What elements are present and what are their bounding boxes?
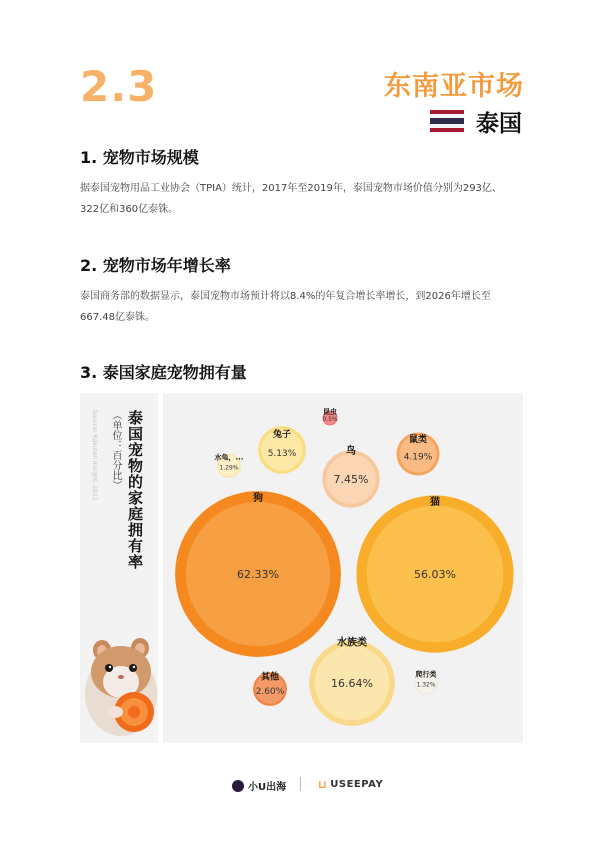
- footer-brand-useepay: [318, 778, 383, 791]
- bubble-value-6: 2.60%: [255, 687, 285, 698]
- bubble-value-9: 0.5%: [322, 415, 338, 423]
- region-title: 东南亚市场: [384, 71, 524, 102]
- bubble-name-5: 鼠类: [408, 435, 428, 446]
- bubble-value-3: 7.45%: [333, 472, 369, 486]
- bubble-3: [322, 444, 379, 508]
- bubble-name-7: 爬行类: [415, 670, 437, 679]
- bubble-1: [356, 495, 513, 653]
- bubble-value-8: 1.29%: [219, 464, 239, 472]
- footer-brand-useepay-label: USEEPAY: [330, 779, 384, 790]
- bubble-name-9: 昆虫: [323, 407, 337, 416]
- bubble-name-0: 狗: [253, 493, 263, 505]
- bubble-name-8: 水龟，...: [214, 453, 244, 462]
- footer-brand-xiaou: [232, 778, 286, 793]
- paragraph-market-size: 据泰国宠物用品工业协会（TPIA）统计，2017年至2019年，泰国宠物市场价值分别为293亿、322亿和360亿泰铢。: [80, 183, 502, 215]
- bubble-4: [258, 426, 306, 474]
- section-number: 2.3: [80, 62, 158, 111]
- bubble-0: [175, 491, 341, 657]
- bubble-2: [309, 635, 395, 726]
- bubble-5: [397, 433, 440, 476]
- paragraph-growth-rate: 泰国商务部的数据显示，泰国宠物市场预计将以8.4%的年复合增长率增长，到2026年增长至667.48亿泰铢。: [80, 291, 491, 323]
- bubble-value-4: 5.13%: [267, 449, 297, 460]
- bubble-value-5: 4.19%: [403, 452, 433, 463]
- chart-source: Source: Rakuten Insight, 2022: [91, 410, 98, 501]
- footer-brand-xiaou-label: 小U出海: [248, 782, 287, 793]
- footer-divider: [300, 777, 301, 791]
- bubble-name-6: 其他: [260, 672, 280, 683]
- bubble-name-1: 猫: [430, 496, 440, 508]
- bubble-name-3: 鸟: [346, 445, 356, 457]
- bubble-8: [214, 452, 244, 477]
- bubble-value-0: 62.33%: [237, 567, 279, 581]
- bubble-name-4: 兔子: [272, 429, 292, 440]
- useepay-logo-icon: ⊔: [318, 778, 328, 791]
- bubble-7: [414, 669, 438, 695]
- heading-growth-rate: 2. 宠物市场年增长率: [80, 256, 231, 275]
- bubble-value-7: 1.32%: [416, 681, 436, 689]
- heading-market-size: 1. 宠物市场规模: [80, 148, 199, 167]
- bubble-9: [322, 407, 338, 426]
- chart-title: 泰国宠物的家庭拥有率: [126, 410, 144, 570]
- xiaou-logo-icon: [232, 780, 244, 792]
- heading-pet-ownership: 3. 泰国家庭宠物拥有量: [80, 363, 247, 382]
- bubble-name-2: 水族类: [337, 637, 367, 649]
- country-name: 泰国: [476, 111, 522, 137]
- bubble-value-1: 56.03%: [414, 567, 456, 581]
- bubble-value-2: 16.64%: [331, 676, 373, 690]
- bubble-6: [253, 671, 287, 706]
- chart-unit: （单位：百分比）: [110, 410, 121, 490]
